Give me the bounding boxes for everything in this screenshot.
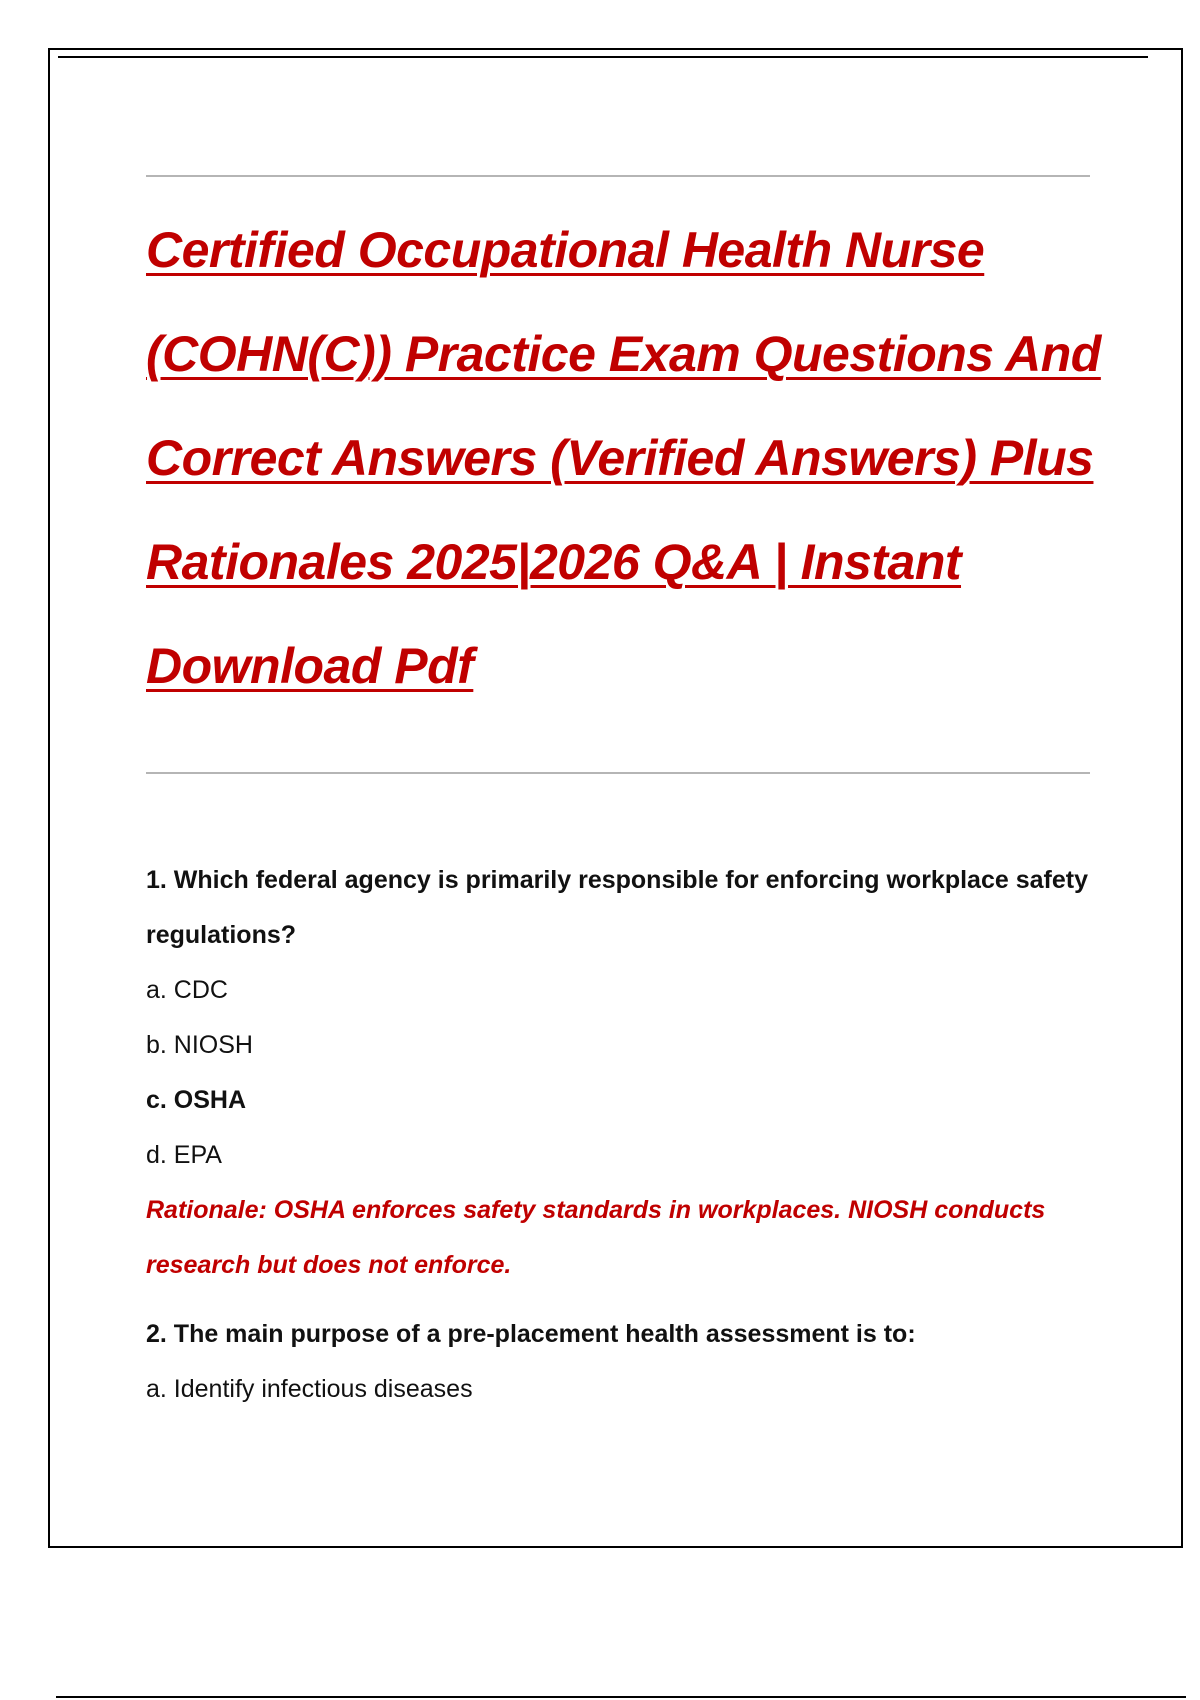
question-1	[146, 853, 1096, 1293]
question-list	[146, 853, 1096, 1417]
option-d: d. EPA	[146, 1141, 222, 1169]
question-text: 1. Which federal agency is primarily responsible for enforcing workplace safety regulations?	[146, 866, 1088, 949]
option-a: a. Identify infectious diseases	[146, 1375, 473, 1403]
footer-rule	[56, 1696, 1186, 1698]
option-c-correct: c. OSHA	[146, 1086, 247, 1114]
option-b: b. NIOSH	[146, 1031, 253, 1059]
option-a: a. CDC	[146, 976, 228, 1004]
frame-top-rule	[58, 56, 1148, 58]
rationale: Rationale: OSHA enforces safety standards in workplaces. NIOSH conducts research but does not enforce.	[146, 1196, 1046, 1279]
question-2	[146, 1307, 1096, 1417]
question-text: 2. The main purpose of a pre-placement health assessment is to:	[146, 1320, 916, 1348]
spacer	[146, 1293, 1096, 1307]
document-title: Certified Occupational Health Nurse (COHN(C)) Practice Exam Questions And Correct Answers (Verified Answers) Plus Rationales 2025|2026 Q&A | Instant Download Pdf	[146, 222, 1101, 694]
title-top-rule	[146, 175, 1090, 177]
title-bottom-rule	[146, 772, 1090, 774]
